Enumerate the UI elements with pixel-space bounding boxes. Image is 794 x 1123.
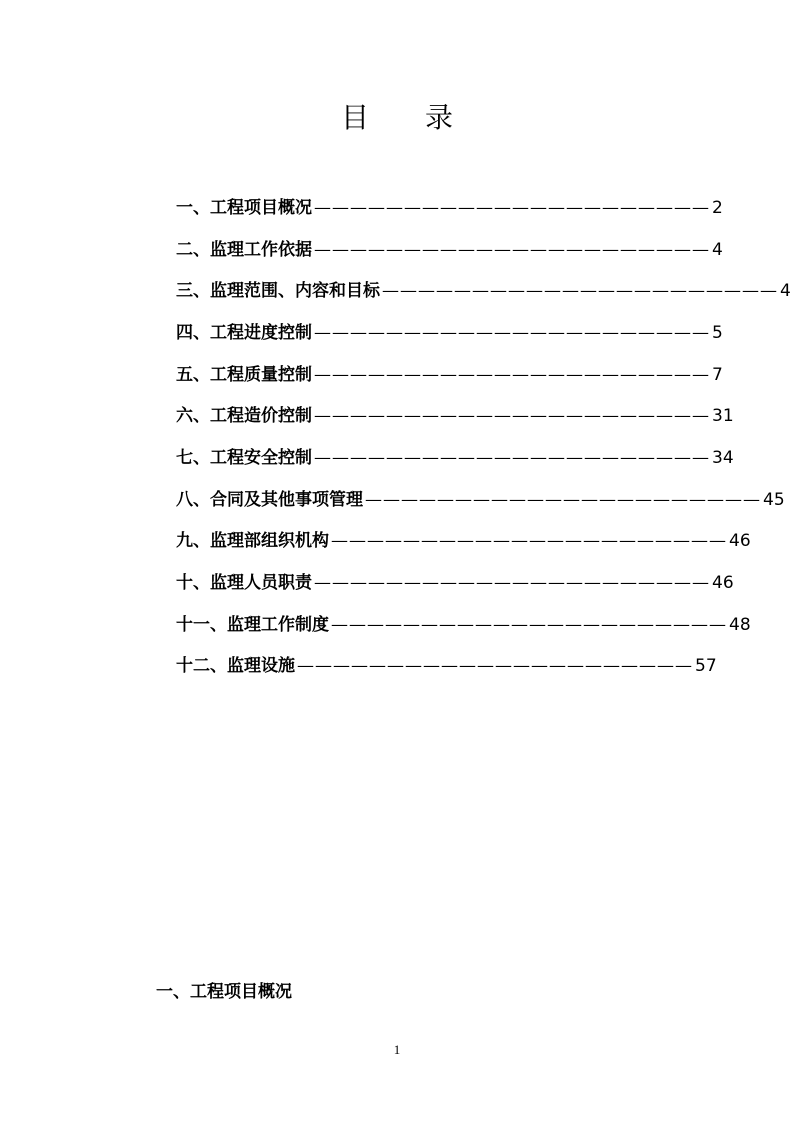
toc-entry[interactable] [176,229,723,271]
toc-entry[interactable] [176,521,751,563]
toc-entry-page: 46 [729,531,751,552]
toc-entry-page: 31 [712,406,734,427]
toc-entry-page: 45 [763,489,785,510]
toc-entry[interactable] [176,479,785,521]
toc-entry-label: 十一、监理工作制度 [176,614,329,635]
toc-entry[interactable] [176,562,734,604]
toc-entry-label: 二、监理工作依据 [176,239,312,260]
toc-entry-page: 4 [712,239,723,260]
toc-entry[interactable] [176,437,734,479]
toc-title-char-1: 目 [340,101,369,134]
toc-entry-leader: —————————————————————— [314,447,710,468]
toc-entry-page: 57 [695,656,717,677]
toc-entry-label: 十、监理人员职责 [176,573,312,594]
toc-entry[interactable] [176,646,717,688]
toc-entry[interactable] [176,270,791,312]
toc-entry-leader: —————————————————————— [331,531,727,552]
toc-entry[interactable] [176,395,734,437]
toc-list [176,187,791,687]
toc-entry-label: 七、工程安全控制 [176,447,312,468]
toc-entry-leader: —————————————————————— [331,614,727,635]
toc-entry-leader: —————————————————————— [314,364,710,385]
toc-entry-leader: —————————————————————— [297,656,693,677]
toc-entry-page: 4 [780,281,791,302]
toc-entry-leader: —————————————————————— [314,322,710,343]
toc-entry-label: 三、监理范围、内容和目标 [176,281,380,302]
toc-entry-leader: —————————————————————— [365,489,761,510]
toc-entry-label: 九、监理部组织机构 [176,531,329,552]
toc-entry-label: 八、合同及其他事项管理 [176,489,363,510]
toc-entry-leader: —————————————————————— [314,239,710,260]
toc-title-char-2: 录 [425,101,454,134]
toc-entry-label: 六、工程造价控制 [176,406,312,427]
toc-entry-page: 7 [712,364,723,385]
toc-entry-label: 四、工程进度控制 [176,322,312,343]
toc-entry-label: 五、工程质量控制 [176,364,312,385]
toc-entry-leader: —————————————————————— [314,197,710,218]
toc-entry-leader: —————————————————————— [382,281,778,302]
toc-entry-page: 48 [729,614,751,635]
toc-entry-leader: —————————————————————— [314,573,710,594]
toc-entry-leader: —————————————————————— [314,406,710,427]
section-heading: 一、工程项目概况 [156,982,292,1002]
toc-title [0,100,794,136]
toc-entry-page: 34 [712,447,734,468]
toc-entry-page: 2 [712,197,723,218]
toc-entry-page: 5 [712,322,723,343]
page-number: 1 [393,1042,401,1057]
toc-entry-label: 十二、监理设施 [176,656,295,677]
toc-entry[interactable] [176,312,723,354]
toc-entry[interactable] [176,604,751,646]
toc-entry-label: 一、工程项目概况 [176,197,312,218]
toc-entry[interactable] [176,187,723,229]
toc-entry-page: 46 [712,573,734,594]
toc-entry[interactable] [176,354,723,396]
